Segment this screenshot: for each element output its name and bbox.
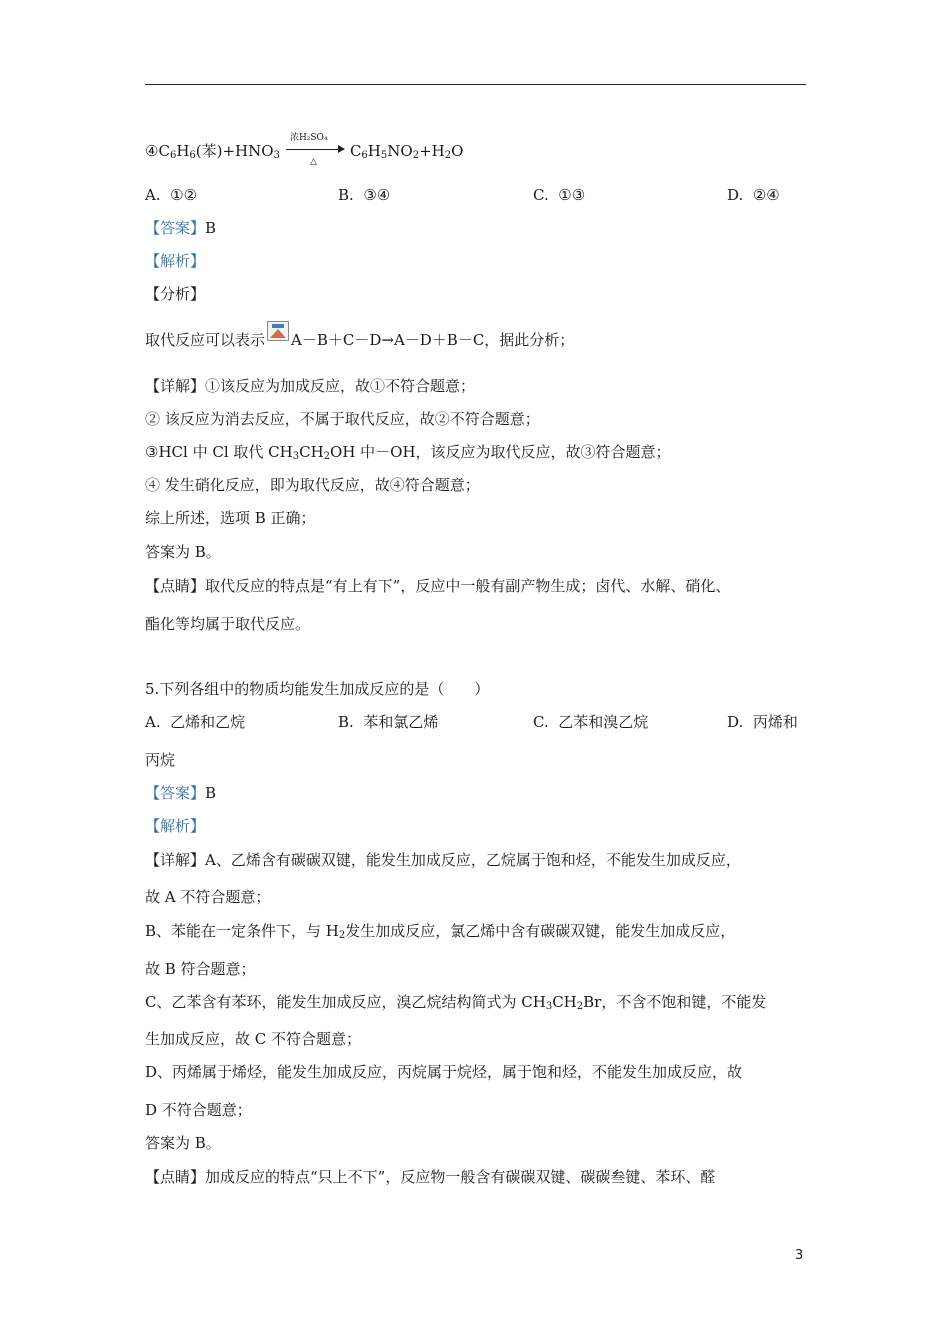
arrow-heat-symbol: △ bbox=[309, 157, 317, 167]
q5-analysis-tag: 【解析】 bbox=[145, 817, 206, 835]
subscript: 2 bbox=[412, 150, 420, 161]
reaction-4 bbox=[145, 133, 464, 167]
q5-answer: 【答案】B bbox=[145, 784, 217, 802]
q4-detail-1: 【详解】①该反应为加成反应，故①不符合题意； bbox=[145, 377, 476, 395]
q4-detail-3: ③HCl 中 Cl 取代 $CH_3CH_2OH$ 中－OH，该反应为取代反应，故③符合题意； bbox=[145, 443, 671, 462]
reaction-4-h: H bbox=[176, 142, 190, 160]
q5-detail-a2: 故 A 不符合题意； bbox=[145, 888, 271, 906]
reaction-arrow bbox=[286, 133, 344, 167]
q4-option-b: B. ③④ bbox=[338, 186, 391, 204]
q5-option-d-cont: 丙烷 bbox=[145, 751, 176, 769]
q5-detail-d1: D、丙烯属于烯烃，能发生加成反应，丙烷属于烷烃，属于饱和烃，不能发生加成反应，故 bbox=[145, 1063, 743, 1081]
substitution-prefix: 取代反应可以表示 bbox=[145, 331, 266, 349]
q5-question: 5.下列各组中的物质均能发生加成反应的是（ ） bbox=[145, 680, 490, 698]
product-no: NO bbox=[387, 142, 413, 160]
answer-tag: 【答案】 bbox=[145, 219, 206, 237]
q4-final: 答案为 B。 bbox=[145, 543, 221, 561]
subscript: 5 bbox=[380, 150, 388, 161]
product-h: H bbox=[367, 142, 381, 160]
q4-substitution-line bbox=[145, 329, 574, 351]
product-c: C bbox=[349, 142, 362, 160]
broken-image-icon bbox=[267, 321, 289, 341]
header-rule bbox=[145, 84, 806, 85]
subscript: 6 bbox=[169, 150, 177, 161]
q4-detail-2: ② 该反应为消去反应，不属于取代反应，故②不符合题意； bbox=[145, 410, 540, 428]
q4-tip-1: 【点睛】取代反应的特点是“有上有下”，反应中一般有副产物生成；卤代、水解、硝化、 bbox=[145, 577, 731, 595]
subscript: 3 bbox=[273, 150, 280, 161]
q4-option-c: C. ①③ bbox=[533, 186, 586, 204]
q5-tip-1: 【点睛】加成反应的特点“只上不下”，反应物一般含有碳碳双键、碳碳叁键、苯环、醛 bbox=[145, 1168, 716, 1186]
reaction-4-reagents: (苯)+HNO bbox=[195, 142, 274, 160]
reaction-4-prefix: ④C bbox=[145, 142, 170, 160]
product-water-h: +H bbox=[419, 142, 445, 160]
q4-detail-4: ④ 发生硝化反应，即为取代反应，故④符合题意； bbox=[145, 476, 480, 494]
product-water-o: O bbox=[451, 142, 464, 160]
q5-option-c: C. 乙苯和溴乙烷 bbox=[533, 713, 649, 731]
q5-detail-d2: D 不符合题意； bbox=[145, 1101, 252, 1119]
q5-final: 答案为 B。 bbox=[145, 1134, 221, 1152]
substitution-formula: A－B＋C－D→A－D＋B－C，据此分析； bbox=[291, 331, 575, 349]
q4-option-d: D. ②④ bbox=[727, 186, 780, 204]
q4-analysis-tag: 【解析】 bbox=[145, 252, 206, 270]
q4-summary: 综上所述，选项 B 正确； bbox=[145, 509, 316, 527]
q4-fenxi-tag: 【分析】 bbox=[145, 285, 206, 303]
q4-answer bbox=[145, 217, 216, 239]
q5-detail-c1: C、乙苯含有苯环，能发生加成反应，溴乙烷结构简式为 $CH_3CH_2Br$，不含不饱和键，不能发 bbox=[145, 993, 767, 1012]
q5-option-a: A. 乙烯和乙烷 bbox=[145, 713, 246, 731]
arrow-catalyst: 浓H₂SO₄ bbox=[289, 133, 328, 143]
q5-detail-c2: 生加成反应，故 C 不符合题意； bbox=[145, 1030, 362, 1048]
q5-option-d: D. 丙烯和 bbox=[727, 713, 798, 731]
q4-tip-2: 酯化等均属于取代反应。 bbox=[145, 615, 311, 633]
answer-value: B bbox=[205, 219, 217, 237]
page-number: 3 bbox=[795, 1248, 804, 1263]
q5-detail-a1: 【详解】A、乙烯含有碳碳双键，能发生加成反应，乙烷属于饱和烃，不能发生加成反应， bbox=[145, 851, 741, 869]
subscript: 2 bbox=[444, 150, 452, 161]
subscript: 6 bbox=[189, 150, 196, 161]
q5-detail-b2: 故 B 符合题意； bbox=[145, 960, 256, 978]
q5-option-b: B. 苯和氯乙烯 bbox=[338, 713, 439, 731]
subscript: 6 bbox=[361, 150, 368, 161]
q5-detail-b1: B、苯能在一定条件下，与 $H_2$发生加成反应，氯乙烯中含有碳碳双键，能发生加成反应， bbox=[145, 922, 736, 941]
q4-option-a: A. ①② bbox=[145, 186, 198, 204]
